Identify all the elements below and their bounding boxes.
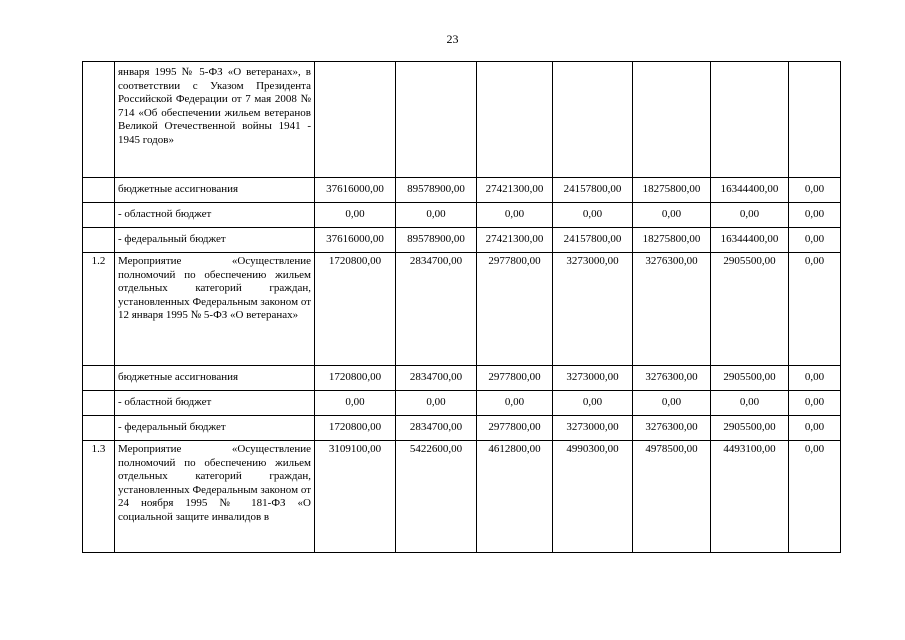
value-cell: 0,00 [477, 203, 553, 228]
value-cell: 0,00 [789, 441, 841, 553]
value-cell: 0,00 [789, 203, 841, 228]
table-row [83, 178, 841, 203]
row-description-cell: бюджетные ассигнования [115, 366, 315, 391]
table-row [83, 228, 841, 253]
value-cell: 16344400,00 [711, 228, 789, 253]
value-cell: 2977800,00 [477, 416, 553, 441]
value-cell: 0,00 [711, 391, 789, 416]
value-cell: 0,00 [633, 391, 711, 416]
value-cell: 2977800,00 [477, 366, 553, 391]
row-description-cell: Мероприятие «Осуществление полномочий по обеспечению жильем отдельных категорий граждан, установленных Федеральным законом от 24 ноября 1995 № 181-ФЗ «О социальной защите инвалидов в [115, 441, 315, 553]
value-cell: 0,00 [477, 391, 553, 416]
row-number-cell [83, 62, 115, 178]
value-cell: 2834700,00 [396, 416, 477, 441]
row-number-cell [83, 203, 115, 228]
value-cell: 0,00 [315, 203, 396, 228]
row-description-cell: - федеральный бюджет [115, 228, 315, 253]
value-cell: 0,00 [633, 203, 711, 228]
value-cell: 89578900,00 [396, 228, 477, 253]
value-cell: 4978500,00 [633, 441, 711, 553]
value-cell: 2834700,00 [396, 253, 477, 366]
page-number: 23 [446, 32, 459, 46]
table-row [83, 416, 841, 441]
value-cell: 2905500,00 [711, 253, 789, 366]
value-cell [477, 62, 553, 178]
row-description-cell: бюджетные ассигнования [115, 178, 315, 203]
value-cell: 5422600,00 [396, 441, 477, 553]
value-cell: 3273000,00 [553, 366, 633, 391]
value-cell: 4493100,00 [711, 441, 789, 553]
value-cell: 0,00 [553, 203, 633, 228]
value-cell: 2905500,00 [711, 416, 789, 441]
table-row [83, 62, 841, 178]
value-cell: 0,00 [789, 416, 841, 441]
value-cell: 2905500,00 [711, 366, 789, 391]
row-description-cell: - областной бюджет [115, 203, 315, 228]
value-cell: 0,00 [396, 391, 477, 416]
value-cell: 3109100,00 [315, 441, 396, 553]
value-cell: 89578900,00 [396, 178, 477, 203]
value-cell: 27421300,00 [477, 178, 553, 203]
value-cell [789, 62, 841, 178]
value-cell: 0,00 [396, 203, 477, 228]
value-cell [553, 62, 633, 178]
value-cell: 1720800,00 [315, 253, 396, 366]
value-cell: 0,00 [789, 178, 841, 203]
table-row [83, 203, 841, 228]
value-cell: 1720800,00 [315, 416, 396, 441]
value-cell: 24157800,00 [553, 178, 633, 203]
budget-table [82, 61, 841, 553]
value-cell: 0,00 [789, 228, 841, 253]
value-cell [711, 62, 789, 178]
value-cell [396, 62, 477, 178]
row-number-cell [83, 366, 115, 391]
value-cell: 16344400,00 [711, 178, 789, 203]
value-cell: 0,00 [789, 391, 841, 416]
value-cell [633, 62, 711, 178]
value-cell [315, 62, 396, 178]
value-cell: 3276300,00 [633, 253, 711, 366]
value-cell: 18275800,00 [633, 228, 711, 253]
value-cell: 3273000,00 [553, 253, 633, 366]
value-cell: 0,00 [789, 366, 841, 391]
value-cell: 37616000,00 [315, 178, 396, 203]
value-cell: 1720800,00 [315, 366, 396, 391]
value-cell: 4990300,00 [553, 441, 633, 553]
row-number-cell: 1.2 [83, 253, 115, 366]
row-description-cell: - областной бюджет [115, 391, 315, 416]
value-cell: 0,00 [553, 391, 633, 416]
value-cell: 0,00 [789, 253, 841, 366]
table-body [83, 62, 841, 553]
value-cell: 3273000,00 [553, 416, 633, 441]
row-description-cell: - федеральный бюджет [115, 416, 315, 441]
table-row [83, 441, 841, 553]
value-cell: 18275800,00 [633, 178, 711, 203]
value-cell: 24157800,00 [553, 228, 633, 253]
row-number-cell [83, 178, 115, 203]
value-cell: 2977800,00 [477, 253, 553, 366]
value-cell: 37616000,00 [315, 228, 396, 253]
value-cell: 3276300,00 [633, 416, 711, 441]
value-cell: 0,00 [711, 203, 789, 228]
table-row [83, 366, 841, 391]
table-row [83, 253, 841, 366]
row-number-cell: 1.3 [83, 441, 115, 553]
value-cell: 27421300,00 [477, 228, 553, 253]
row-number-cell [83, 391, 115, 416]
table-row [83, 391, 841, 416]
value-cell: 2834700,00 [396, 366, 477, 391]
value-cell: 4612800,00 [477, 441, 553, 553]
row-number-cell [83, 416, 115, 441]
value-cell: 3276300,00 [633, 366, 711, 391]
row-number-cell [83, 228, 115, 253]
row-description-cell: января 1995 № 5-ФЗ «О ветеранах», в соответствии с Указом Президента Российской Федерации от 7 мая 2008 № 714 «Об обеспечении жильем ветеранов Великой Отечественной войны 1941 - 1945 годов» [115, 62, 315, 178]
row-description-cell: Мероприятие «Осуществление полномочий по обеспечению жильем отдельных категорий граждан, установленных Федеральным законом от 12 января 1995 № 5-ФЗ «О ветеранах» [115, 253, 315, 366]
value-cell: 0,00 [315, 391, 396, 416]
